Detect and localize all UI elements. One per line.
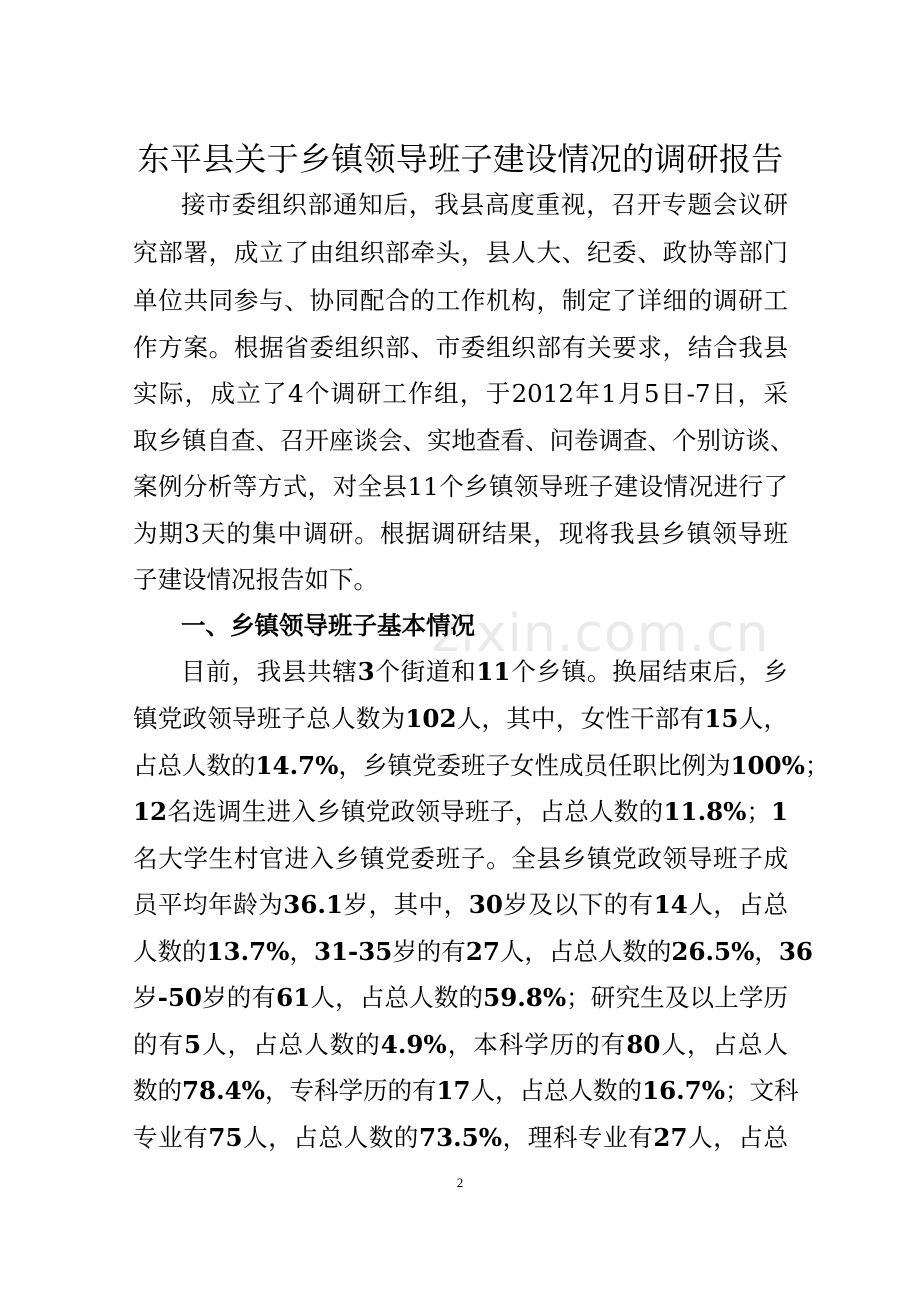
- paragraph-line: 为期3天的集中调研。根据调研结果，现将我县乡镇领导班: [133, 519, 788, 548]
- paragraph-line: 专业有75人，占总人数的73.5%，理科专业有27人，占总: [133, 1123, 789, 1152]
- paragraph-line: 人数的13.7%，31-35岁的有27人，占总人数的26.5%，36: [133, 937, 813, 966]
- paragraph-line: 取乡镇自查、召开座谈会、实地查看、问卷调查、个别访谈、: [133, 426, 795, 455]
- paragraph-line: 实际，成立了4个调研工作组，于2012年1月5日-7日，采: [133, 379, 788, 408]
- paragraph-line: 目前，我县共辖3个街道和11个乡镇。换届结束后，乡: [181, 657, 789, 686]
- paragraph-line: 的有5人，占总人数的4.9%，本科学历的有80人，占总人: [133, 1030, 789, 1059]
- paragraph-line: 员平均年龄为36.1岁，其中，30岁及以下的有14人，占总: [133, 890, 789, 919]
- paragraph-line: 岁-50岁的有61人，占总人数的59.8%；研究生及以上学历: [133, 983, 789, 1012]
- page-number: 2: [456, 1175, 464, 1190]
- paragraph-line: 子建设情况报告如下。: [133, 565, 378, 594]
- paragraph-line: 单位共同参与、协同配合的工作机构，制定了详细的调研工: [133, 286, 788, 315]
- paragraph-line: 作方案。根据省委组织部、市委组织部有关要求，结合我县: [133, 333, 788, 362]
- section-heading: 一、乡镇领导班子基本情况: [181, 611, 475, 640]
- paragraph-line: 接市委组织部通知后，我县高度重视，召开专题会议研: [181, 190, 788, 219]
- watermark: zixin.com.cn: [432, 604, 770, 664]
- paragraph-line: 案例分析等方式，对全县11个乡镇领导班子建设情况进行了: [133, 472, 788, 501]
- paragraph-line: 12名选调生进入乡镇党政领导班子，占总人数的11.8%；1: [133, 797, 788, 826]
- paragraph-line: 镇党政领导班子总人数为102人，其中，女性干部有15人，: [133, 704, 789, 733]
- document-title: 东平县关于乡镇领导班子建设情况的调研报告: [137, 140, 784, 178]
- paragraph-line: 名大学生村官进入乡镇党委班子。全县乡镇党政领导班子成: [133, 844, 788, 873]
- paragraph-line: 究部署，成立了由组织部牵头，县人大、纪委、政协等部门: [133, 238, 788, 267]
- paragraph-line: 占总人数的14.7%，乡镇党委班子女性成员任职比例为100%；: [133, 751, 830, 780]
- paragraph-line: 数的78.4%，专科学历的有17人，占总人数的16.7%；文科: [133, 1076, 799, 1105]
